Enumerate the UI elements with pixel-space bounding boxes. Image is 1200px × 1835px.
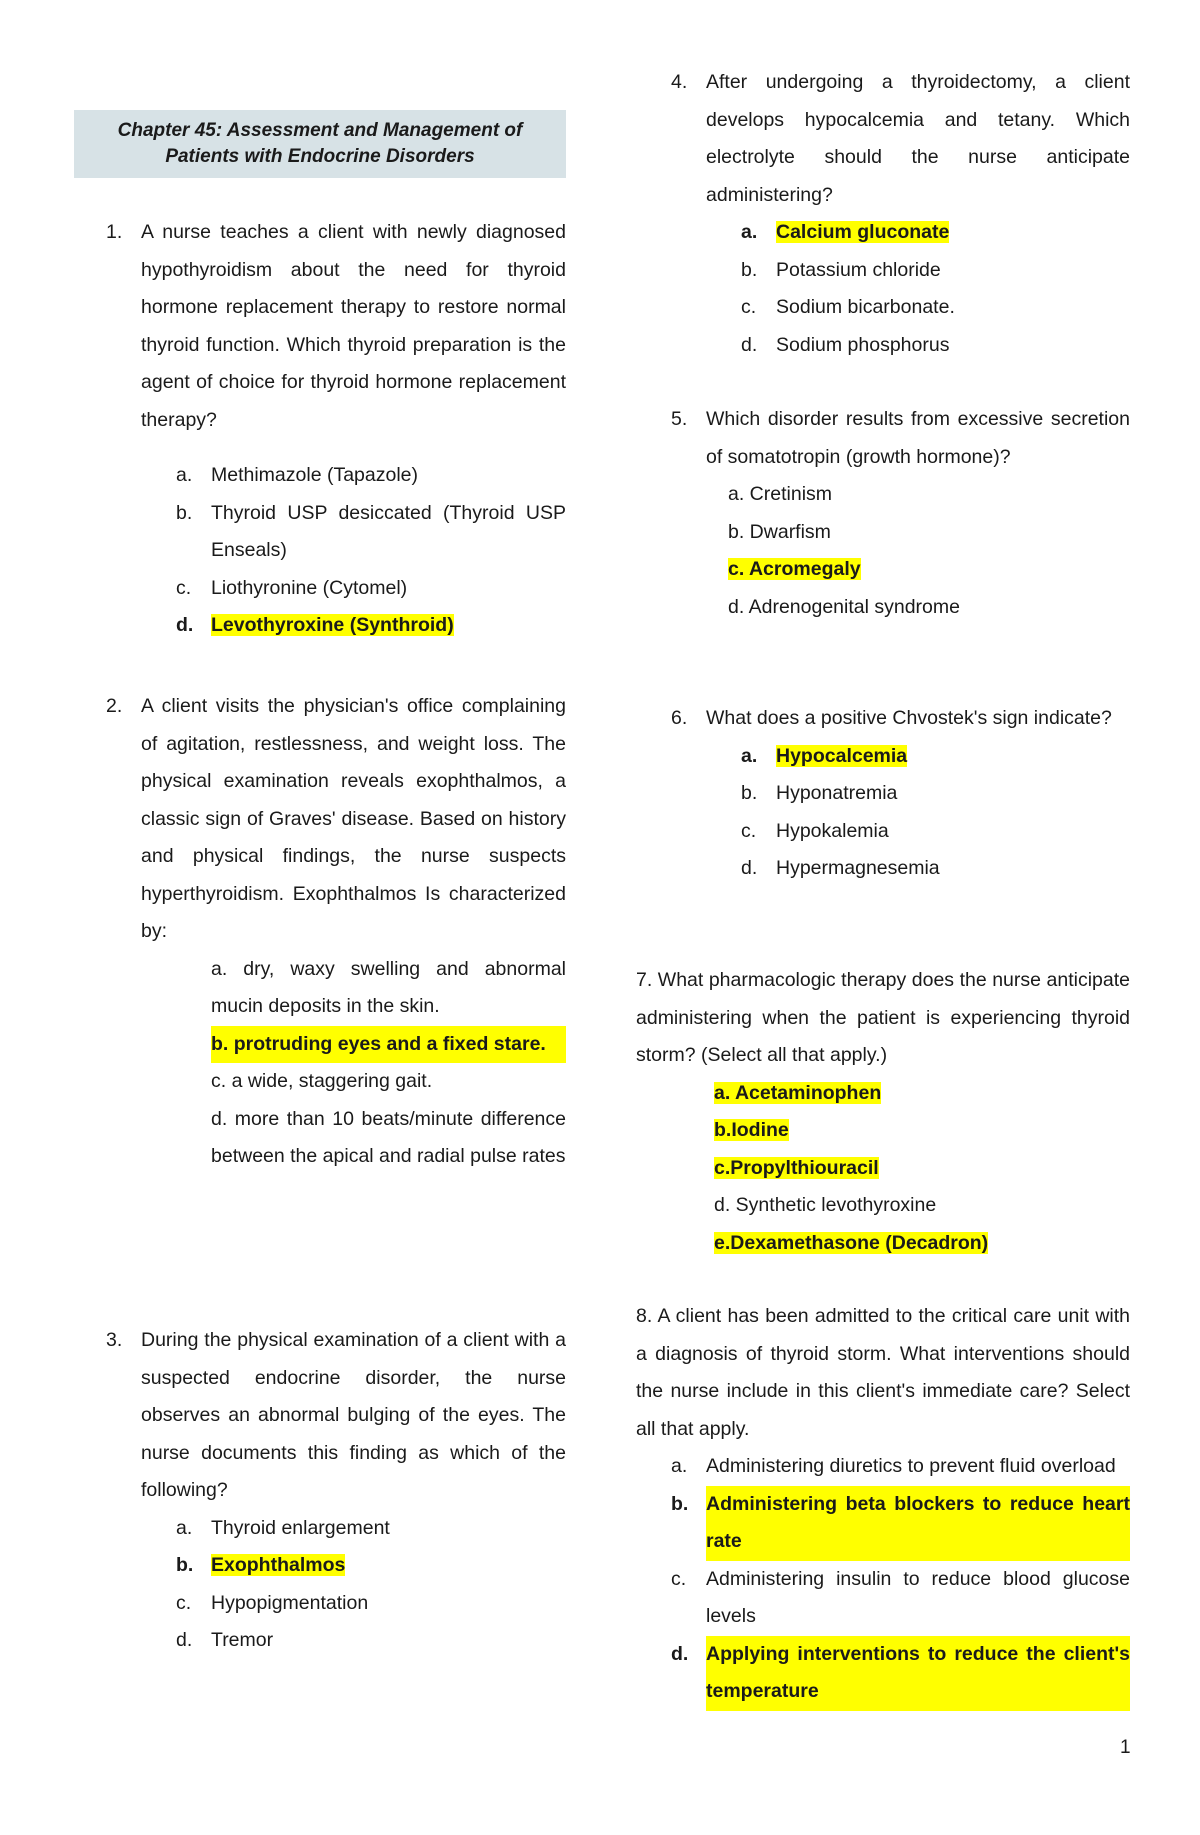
option-b: b. Dwarfism [728,520,831,543]
question-5 [671,401,1130,626]
question-number: 6. [671,707,688,729]
option-b-correct [714,1112,1130,1150]
option-d: d. Sodium phosphorus [741,333,950,356]
option-d-correct: d. Levothyroxine (Synthroid) [176,614,454,636]
option-b: b. Hyponatremia [741,782,898,804]
highlighted-answer: a. Acetaminophen [714,1081,882,1104]
question-number: 7. [636,969,653,991]
option-d: d. more than 10 beats/minute difference between the apical and radial pulse rates [211,1107,566,1167]
option-list [741,738,1130,888]
question-7 [636,962,1130,1262]
question-text: A nurse teaches a client with newly diagnosed hypothyroidism about the need for thyroid hormone replacement therapy to restore normal thyroid function. Which thyroid preparation is the agent of choice for thyroid hormone replacement therapy? [141,221,566,431]
option-b: b. Potassium chloride [741,258,941,281]
highlighted-answer: Exophthalmos [211,1554,346,1576]
option-d: d. Adrenogenital syndrome [728,595,960,618]
chapter-title-line1: Chapter 45: Assessment and Management of [117,120,523,141]
option-c: c. Hypopigmentation [176,1591,369,1614]
question-text: What does a positive Chvostek's sign indicate? [706,707,1112,729]
option-c: c. Hypokalemia [741,819,889,842]
option-a: a. Cretinism [728,483,833,505]
option-e-correct [714,1225,1130,1263]
option-c-correct [728,551,1130,589]
highlighted-answer: Hypocalcemia [776,744,908,767]
option-b-correct: b. Exophthalmos [176,1554,346,1576]
question-text: Which disorder results from excessive secretion of somatotropin (growth hormone)? [706,408,1130,468]
question-3 [106,1322,566,1660]
option-a-correct [714,1075,1130,1113]
option-a: a. dry, waxy swelling and abnormal mucin deposits in the skin. [211,957,566,1017]
question-number: 4. [671,71,688,93]
question-number: 8. [636,1305,653,1327]
question-text: During the physical examination of a client with a suspected endocrine disorder, the nurse observes an abnormal bulging of the eyes. The nurse documents this finding as which of the following? [141,1329,566,1501]
page-number: 1 [1120,1737,1131,1758]
chapter-title-line2: Patients with Endocrine Disorders [165,146,475,167]
highlighted-answer: Levothyroxine (Synthroid) [211,614,454,636]
highlighted-answer: c.Propylthiouracil [714,1156,879,1179]
highlighted-answer: b. protruding eyes and a fixed stare. [211,1026,566,1064]
question-number: 5. [671,408,688,430]
highlighted-answer: Applying interventions to reduce the client's temperature [706,1636,1130,1711]
question-text: 8. A client has been admitted to the critical care unit with a diagnosis of thyroid storm. What interventions should the nurse include in this client's immediate care? Select all that apply. [636,1305,1130,1440]
option-a: a. Administering diuretics to prevent fluid overload [671,1455,1116,1477]
option-a: a. Thyroid enlargement [176,1516,390,1539]
question-8 [636,1298,1130,1711]
option-list [176,1510,566,1660]
question-6 [671,700,1130,888]
option-b-correct: b. Administering beta blockers to reduce heart rate [671,1486,1130,1561]
option-list [176,457,566,645]
option-d: d. Synthetic levothyroxine [714,1194,937,1216]
option-list [728,476,1130,626]
highlighted-answer: Administering beta blockers to reduce heart rate [706,1486,1130,1561]
question-1 [106,214,566,645]
highlighted-answer: b.Iodine [714,1119,789,1141]
option-d: d. Hypermagnesemia [741,857,940,879]
option-a-correct: a. Calcium gluconate [741,221,950,243]
option-c: c. Liothyronine (Cytomel) [176,576,408,599]
question-text: A client visits the physician's office complaining of agitation, restlessness, and weight loss. The physical examination reveals exophthalmos, a classic sign of Graves' disease. Based on history and physical findings, the nurse suspects hyperthyroidism. Exophthalmos Is characterized by: [141,695,566,942]
question-text: 7. What pharmacologic therapy does the nurse anticipate administering when the patient is experiencing thyroid storm? (Select all that apply.) [636,969,1130,1066]
option-c: c. Administering insulin to reduce blood glucose levels [671,1567,1130,1627]
option-b-correct [211,1026,566,1064]
option-a: a. Methimazole (Tapazole) [176,464,419,486]
option-list [741,214,1130,364]
highlighted-answer: c. Acromegaly [728,558,861,580]
highlighted-answer: e.Dexamethasone (Decadron) [714,1231,989,1254]
option-list [211,951,566,1176]
chapter-title-box [74,110,566,178]
option-c-correct [714,1150,1130,1188]
highlighted-answer: Calcium gluconate [776,221,950,243]
option-c: c. Sodium bicarbonate. [741,296,955,318]
option-d: d. Tremor [176,1629,274,1651]
option-list [671,1448,1130,1711]
question-4 [671,64,1130,364]
option-b: b. Thyroid USP desiccated (Thyroid USP Enseals) [176,501,566,561]
option-a-correct: a. Hypocalcemia [741,744,908,767]
question-number: 3. [106,1329,123,1351]
chapter-title [118,118,523,170]
question-2 [106,688,566,1176]
question-number: 1. [106,221,123,243]
option-d-correct: d. Applying interventions to reduce the client's temperature [671,1636,1130,1711]
option-c: c. a wide, staggering gait. [211,1070,433,1092]
question-text: After undergoing a thyroidectomy, a client develops hypocalcemia and tetany. Which electrolyte should the nurse anticipate administering? [706,71,1130,206]
question-number: 2. [106,695,123,717]
option-list [714,1075,1130,1263]
